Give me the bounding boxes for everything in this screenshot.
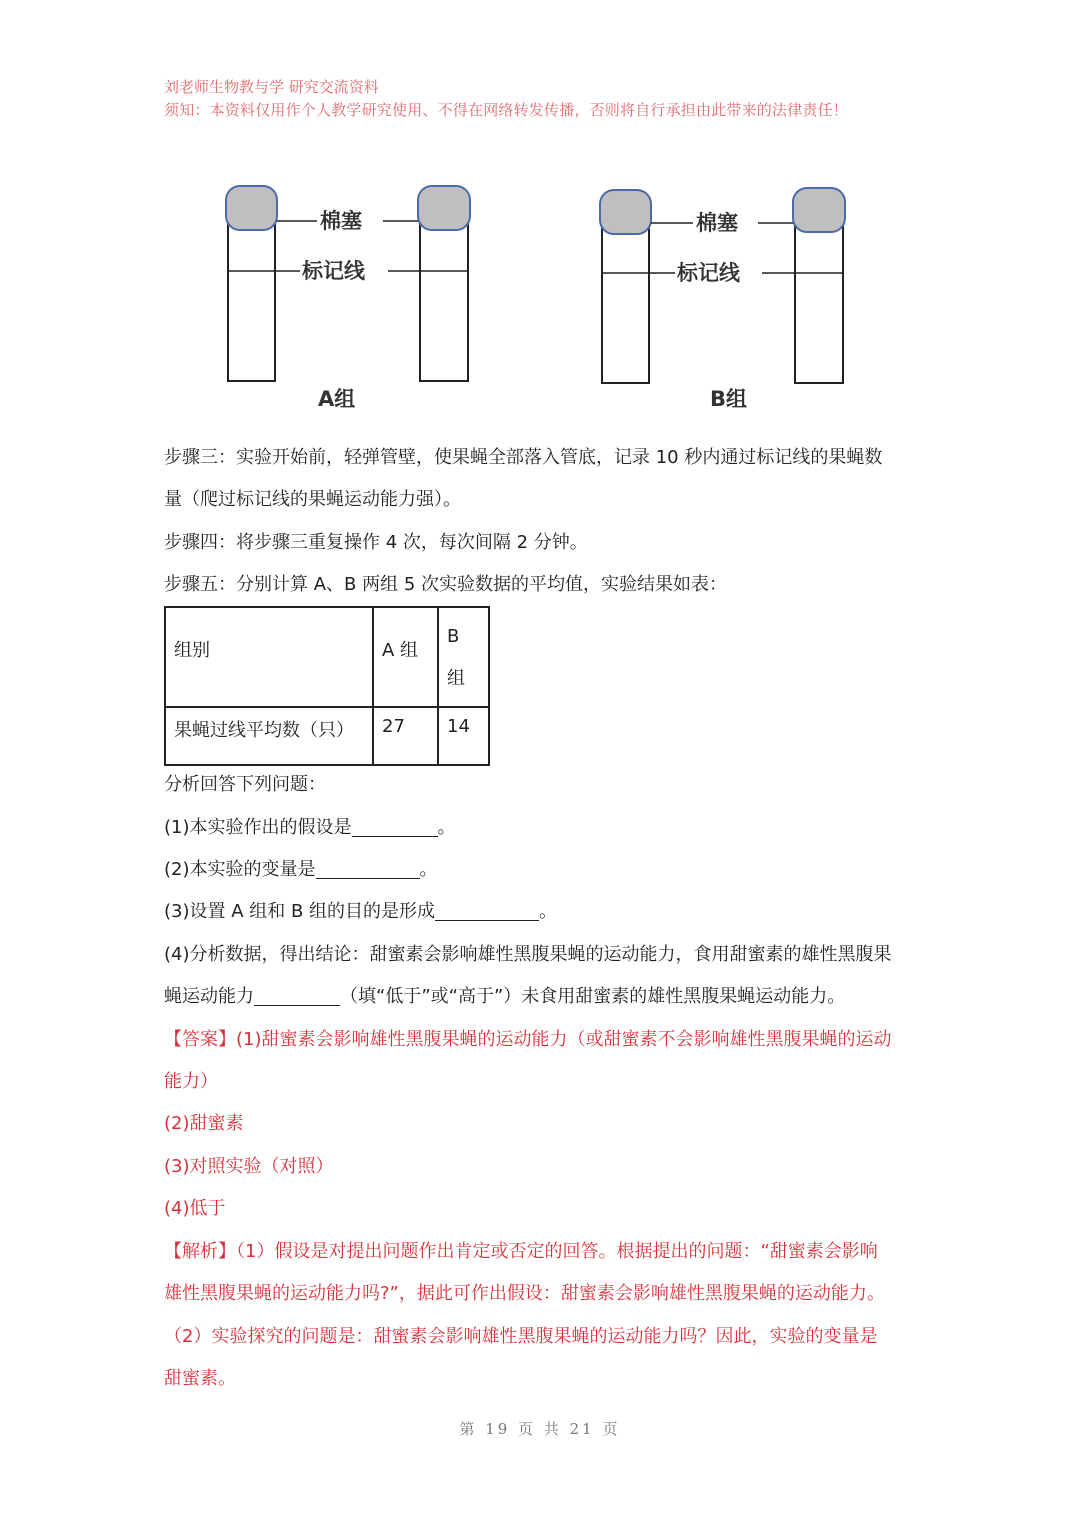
group-b-tubes bbox=[600, 188, 845, 411]
table-row bbox=[165, 707, 489, 765]
result-table bbox=[164, 606, 490, 766]
group-a-label: A组 bbox=[318, 387, 356, 411]
header-group-b-line2: 组 bbox=[447, 668, 465, 689]
tube-a-left bbox=[228, 205, 275, 381]
question-3: (3)设置 A 组和 B 组的目的是形成 。 bbox=[164, 891, 557, 933]
header-notice: 须知：本资料仅用作个人教学研究使用、不得在网络转发传播，否则将自行承担由此带来的法律责任！ bbox=[164, 101, 849, 119]
answer-3: (3)对照实验（对照） bbox=[164, 1156, 334, 1177]
table-row bbox=[165, 607, 489, 707]
stopper-label: 棉塞 bbox=[696, 211, 738, 235]
tube-b-right bbox=[795, 207, 843, 383]
group-a-tubes bbox=[226, 186, 470, 411]
question-4-line1: (4)分析数据，得出结论：甜蜜素会影响雄性黑腹果蝇的运动能力，食用甜蜜素的雄性黑腹果 bbox=[164, 944, 892, 965]
stopper-icon bbox=[793, 188, 845, 232]
header-group-a: A 组 bbox=[382, 640, 419, 661]
answer-blank bbox=[316, 854, 420, 879]
step3-line1: 步骤三：实验开始前，轻弹管壁，使果蝇全部落入管底，记录 10 秒内通过标记线的果蝇数 bbox=[164, 447, 883, 468]
answer-1-line1: 【答案】(1)甜蜜素会影响雄性黑腹果蝇的运动能力（或甜蜜素不会影响雄性黑腹果蝇的运动 bbox=[164, 1029, 892, 1050]
question-4-line2: 蝇运动能力 （填“低于”或“高于”）未食用甜蜜素的雄性黑腹果蝇运动能力。 bbox=[164, 976, 845, 1018]
group-b-label: B组 bbox=[710, 387, 748, 411]
row-label: 果蝇过线平均数（只） bbox=[174, 720, 354, 741]
stopper-icon bbox=[226, 186, 277, 230]
questions-intro: 分析回答下列问题： bbox=[164, 774, 326, 795]
step3-line2: 量（爬过标记线的果蝇运动能力强）。 bbox=[164, 489, 461, 510]
answer-blank bbox=[254, 981, 340, 1006]
value-group-a: 27 bbox=[382, 716, 405, 737]
page-header bbox=[164, 76, 848, 122]
tubes-diagram bbox=[160, 175, 920, 425]
answer-blank bbox=[352, 812, 438, 837]
analysis-line1: 【解析】（1）假设是对提出问题作出肯定或否定的回答。根据提出的问题：“甜蜜素会影响 bbox=[164, 1241, 878, 1262]
header-group-b-line1: B bbox=[447, 626, 460, 647]
analysis-line3: （2）实验探究的问题是：甜蜜素会影响雄性黑腹果蝇的运动能力吗？因此，实验的变量是 bbox=[164, 1326, 878, 1347]
page-number: 第 19 页 共 21 页 bbox=[459, 1420, 621, 1438]
answer-4: (4)低于 bbox=[164, 1198, 226, 1219]
step4: 步骤四：将步骤三重复操作 4 次，每次间隔 2 分钟。 bbox=[164, 532, 588, 553]
analysis-line4: 甜蜜素。 bbox=[164, 1368, 236, 1389]
stopper-icon bbox=[418, 186, 470, 230]
mark-line-label: 标记线 bbox=[302, 259, 365, 283]
value-group-b: 14 bbox=[447, 716, 470, 737]
answer-blank bbox=[435, 896, 539, 921]
header-title: 刘老师生物教与学 研究交流资料 bbox=[164, 78, 379, 96]
question-1: (1)本实验作出的假设是 。 bbox=[164, 807, 456, 849]
analysis-line2: 雄性黑腹果蝇的运动能力吗?”，据此可作出假设：甜蜜素会影响雄性黑腹果蝇的运动能力。 bbox=[164, 1283, 885, 1304]
mark-line-label: 标记线 bbox=[677, 261, 740, 285]
stopper-label: 棉塞 bbox=[320, 209, 362, 233]
stopper-icon bbox=[600, 190, 651, 234]
experiment-figure bbox=[160, 175, 920, 425]
step5: 步骤五：分别计算 A、B 两组 5 次实验数据的平均值，实验结果如表： bbox=[164, 574, 727, 595]
header-group: 组别 bbox=[174, 640, 210, 661]
answer-2: (2)甜蜜素 bbox=[164, 1113, 244, 1134]
tube-a-right bbox=[420, 205, 468, 381]
question-2: (2)本实验的变量是 。 bbox=[164, 849, 438, 891]
answer-1-line2: 能力） bbox=[164, 1071, 218, 1092]
